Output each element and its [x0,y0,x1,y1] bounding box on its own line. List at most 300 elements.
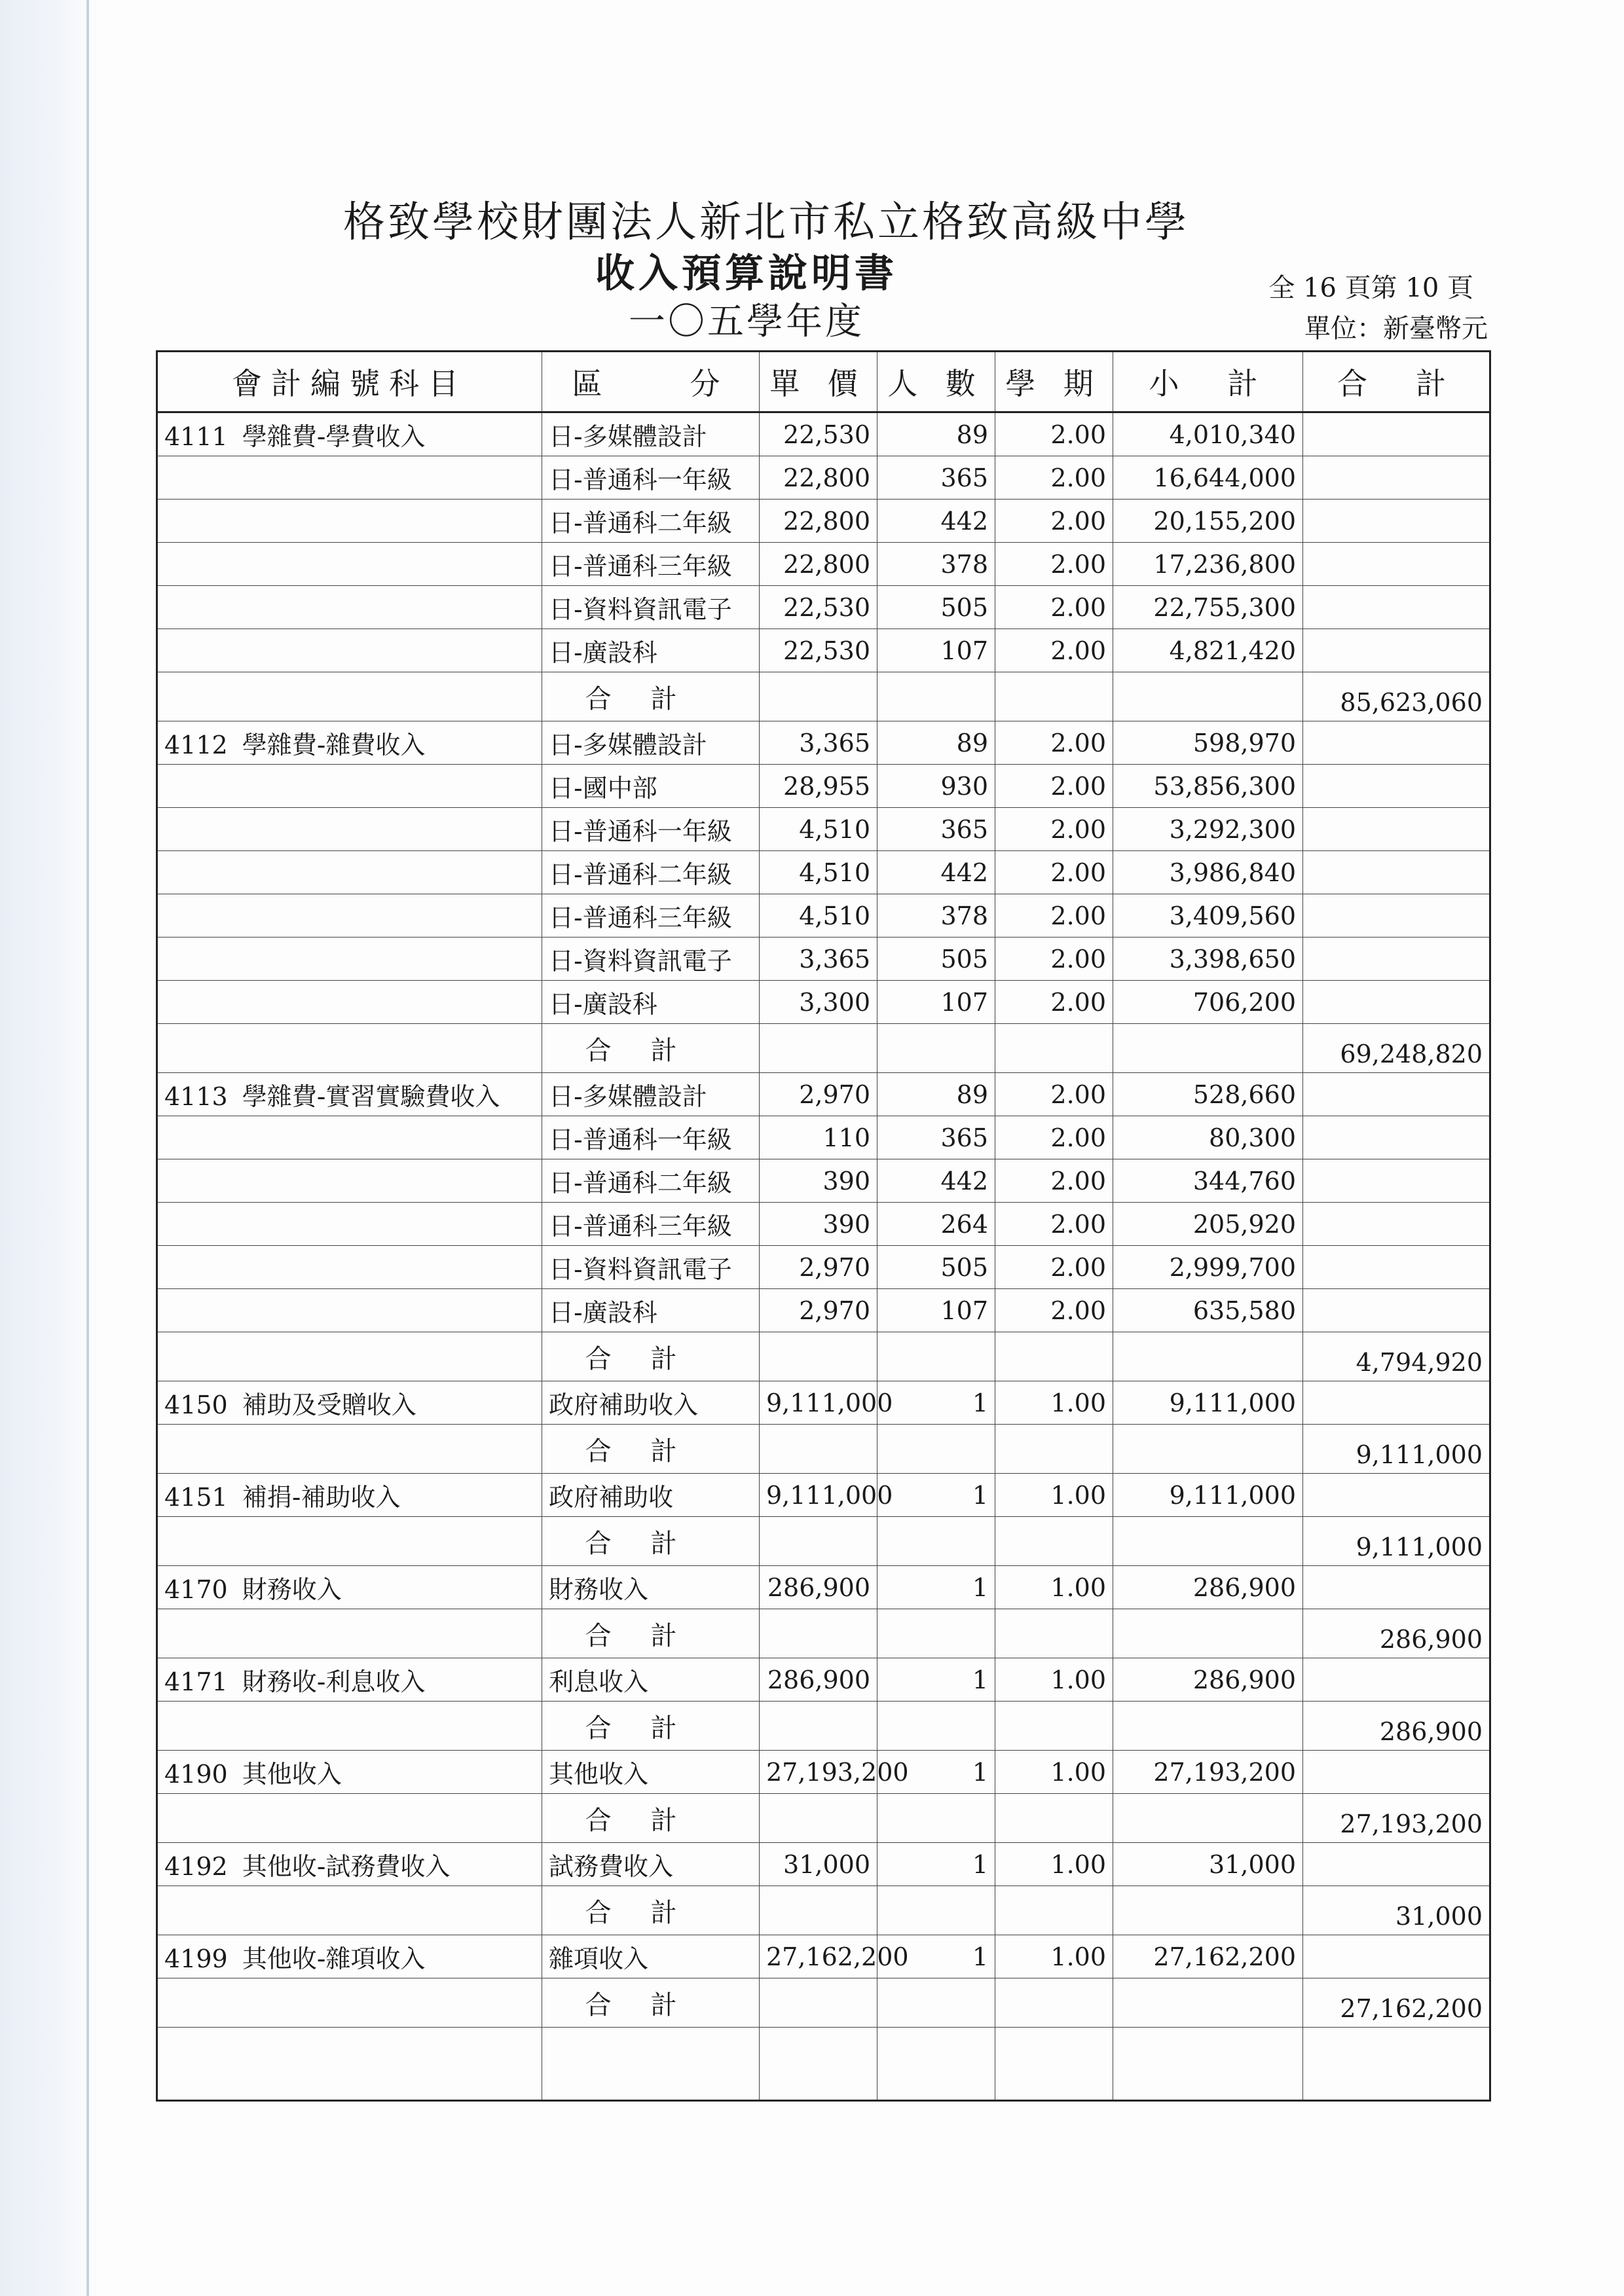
division-cell: 日-普通科一年級 [542,1116,760,1159]
total-value: 31,000 [1303,1886,1490,1935]
account-cell [157,1978,542,2028]
subtotal-cell: 3,292,300 [1113,808,1303,851]
total-label: 合計 [542,1609,760,1658]
total-cell [1303,629,1490,672]
subtotal-cell: 4,010,340 [1113,412,1303,456]
total-cell [1303,1289,1490,1332]
account-cell [157,629,542,672]
col-header-headcount: 人 數 [877,352,995,412]
table-row [157,1246,1490,1289]
total-value: 27,162,200 [1303,1978,1490,2028]
term-cell [995,1609,1113,1658]
division-cell: 日-廣設科 [542,981,760,1024]
total-cell [1303,894,1490,938]
subtotal-cell [1113,1517,1303,1566]
division-cell: 利息收入 [542,1658,760,1702]
division-cell: 雜項收入 [542,1935,760,1978]
subtotal-cell: 286,900 [1113,1566,1303,1609]
subtotal-cell: 16,644,000 [1113,456,1303,500]
headcount-cell: 89 [877,412,995,456]
headcount-cell [877,672,995,721]
account-cell [157,765,542,808]
headcount-cell [877,1702,995,1751]
account-cell [157,1425,542,1474]
unit-price-cell: 4,510 [760,851,877,894]
term-cell: 2.00 [995,543,1113,586]
headcount-cell: 378 [877,894,995,938]
term-cell: 2.00 [995,765,1113,808]
total-value: 286,900 [1303,1609,1490,1658]
account-cell [157,1794,542,1843]
subtotal-cell: 598,970 [1113,721,1303,765]
headcount-cell [877,1024,995,1073]
table-row [157,1751,1490,1794]
unit-price-cell: 27,162,200 [760,1935,877,1978]
table-row [157,629,1490,672]
total-value: 9,111,000 [1303,1517,1490,1566]
account-cell [157,1751,542,1794]
division-cell: 日-廣設科 [542,629,760,672]
headcount-cell [877,1332,995,1381]
total-row [157,1024,1490,1073]
total-label: 合計 [542,1517,760,1566]
total-row [157,1609,1490,1658]
table-row [157,456,1490,500]
subtotal-cell: 27,162,200 [1113,1935,1303,1978]
term-cell [995,1702,1113,1751]
term-cell: 2.00 [995,1073,1113,1116]
subtotal-cell: 4,821,420 [1113,629,1303,672]
total-value: 9,111,000 [1303,1425,1490,1474]
subtotal-cell: 9,111,000 [1113,1381,1303,1425]
term-cell [995,1332,1113,1381]
division-cell: 日-國中部 [542,765,760,808]
total-row [157,1517,1490,1566]
subtotal-cell: 3,986,840 [1113,851,1303,894]
subtotal-cell [1113,1609,1303,1658]
unit-price-cell: 31,000 [760,1843,877,1886]
term-cell: 2.00 [995,629,1113,672]
subtotal-cell: 2,999,700 [1113,1246,1303,1289]
headcount-cell [877,1794,995,1843]
term-cell [995,1517,1113,1566]
division-cell: 政府補助收 [542,1474,760,1517]
total-row [157,1886,1490,1935]
account-cell [157,500,542,543]
account-cell [157,672,542,721]
headcount-cell: 1 [877,1935,995,1978]
division-cell: 日-多媒體設計 [542,412,760,456]
subtotal-cell: 22,755,300 [1113,586,1303,629]
table-row [157,1159,1490,1203]
subtotal-cell [1113,672,1303,721]
total-row [157,1332,1490,1381]
total-value: 85,623,060 [1303,672,1490,721]
account-code: 4170 [164,1575,228,1604]
subtotal-cell: 706,200 [1113,981,1303,1024]
unit-price-cell [760,1794,877,1843]
subtotal-cell: 205,920 [1113,1203,1303,1246]
table-row [157,1935,1490,1978]
total-cell [1303,938,1490,981]
subtotal-cell: 53,856,300 [1113,765,1303,808]
total-cell [1303,500,1490,543]
subtotal-cell: 80,300 [1113,1116,1303,1159]
division-cell: 其他收入 [542,1751,760,1794]
table-row [157,543,1490,586]
subtotal-cell: 17,236,800 [1113,543,1303,586]
headcount-cell: 264 [877,1203,995,1246]
unit-price-cell: 28,955 [760,765,877,808]
total-cell [1303,586,1490,629]
division-cell: 日-普通科二年級 [542,500,760,543]
total-cell [1303,1203,1490,1246]
table-row [157,1116,1490,1159]
unit-price-cell: 3,365 [760,938,877,981]
subtotal-cell [1113,1332,1303,1381]
term-cell: 1.00 [995,1474,1113,1517]
term-cell: 2.00 [995,1246,1113,1289]
blank-cell [1303,2028,1490,2101]
blank-row [157,2028,1490,2101]
account-cell [157,894,542,938]
account-name: 補捐-補助收入 [242,1483,401,1512]
term-cell [995,672,1113,721]
term-cell: 2.00 [995,1116,1113,1159]
division-cell: 日-普通科二年級 [542,1159,760,1203]
total-label: 合計 [542,1024,760,1073]
unit-price-cell [760,1024,877,1073]
total-cell [1303,1116,1490,1159]
table-row [157,981,1490,1024]
unit-price-cell: 22,530 [760,412,877,456]
account-cell [157,938,542,981]
term-cell: 2.00 [995,456,1113,500]
total-value: 27,193,200 [1303,1794,1490,1843]
col-header-term: 學 期 [995,352,1113,412]
table-body [157,412,1490,2028]
division-cell: 日-普通科三年級 [542,1203,760,1246]
subtotal-cell: 344,760 [1113,1159,1303,1203]
table-row [157,1658,1490,1702]
account-name: 補助及受贈收入 [242,1391,416,1419]
account-cell [157,1935,542,1978]
account-cell [157,1658,542,1702]
blank-cell [995,2028,1113,2101]
division-cell: 日-資料資訊電子 [542,1246,760,1289]
table-row [157,412,1490,456]
account-cell [157,1474,542,1517]
unit-price-cell: 9,111,000 [760,1474,877,1517]
headcount-cell: 89 [877,1073,995,1116]
account-cell [157,1203,542,1246]
table-row [157,1566,1490,1609]
term-cell: 2.00 [995,1203,1113,1246]
term-cell: 1.00 [995,1935,1113,1978]
total-cell [1303,721,1490,765]
term-cell: 2.00 [995,851,1113,894]
term-cell: 2.00 [995,938,1113,981]
term-cell: 1.00 [995,1566,1113,1609]
blank-cell [877,2028,995,2101]
subtotal-cell: 635,580 [1113,1289,1303,1332]
division-cell: 日-資料資訊電子 [542,586,760,629]
unit-price-cell [760,1702,877,1751]
subtotal-cell [1113,1978,1303,2028]
total-cell [1303,1073,1490,1116]
total-cell [1303,543,1490,586]
unit-price-cell [760,1517,877,1566]
subtotal-cell [1113,1024,1303,1073]
subtotal-cell: 3,409,560 [1113,894,1303,938]
total-cell [1303,1381,1490,1425]
subtotal-cell: 9,111,000 [1113,1474,1303,1517]
account-cell [157,412,542,456]
subtotal-cell: 286,900 [1113,1658,1303,1702]
headcount-cell: 930 [877,765,995,808]
subtotal-cell [1113,1425,1303,1474]
term-cell: 1.00 [995,1843,1113,1886]
division-cell: 日-普通科三年級 [542,894,760,938]
total-cell [1303,412,1490,456]
headcount-cell: 1 [877,1658,995,1702]
account-cell [157,1566,542,1609]
total-row [157,1978,1490,2028]
table-row [157,1381,1490,1425]
account-name: 其他收-雜項收入 [242,1944,426,1973]
account-cell [157,1702,542,1751]
account-code: 4190 [164,1760,228,1789]
term-cell [995,1794,1113,1843]
division-cell: 日-多媒體設計 [542,1073,760,1116]
total-cell [1303,1566,1490,1609]
headcount-cell: 365 [877,456,995,500]
unit-price-cell [760,1609,877,1658]
subtotal-cell [1113,1702,1303,1751]
term-cell [995,1978,1113,2028]
account-code: 4150 [164,1391,228,1419]
account-cell [157,721,542,765]
account-cell [157,981,542,1024]
account-cell [157,586,542,629]
term-cell: 2.00 [995,586,1113,629]
account-cell [157,851,542,894]
account-cell [157,1073,542,1116]
headcount-cell: 1 [877,1843,995,1886]
col-header-total: 合 計 [1303,352,1490,412]
unit-price-cell: 390 [760,1203,877,1246]
account-cell [157,456,542,500]
headcount-cell [877,1609,995,1658]
total-row [157,1425,1490,1474]
unit-price-cell: 22,800 [760,500,877,543]
total-cell [1303,1751,1490,1794]
unit-price-cell: 2,970 [760,1289,877,1332]
table-row [157,765,1490,808]
total-value: 4,794,920 [1303,1332,1490,1381]
unit-price-cell: 286,900 [760,1658,877,1702]
headcount-cell: 1 [877,1751,995,1794]
unit-price-cell: 27,193,200 [760,1751,877,1794]
unit-price-cell: 3,300 [760,981,877,1024]
col-header-unit-price: 單 價 [760,352,877,412]
subtotal-cell: 3,398,650 [1113,938,1303,981]
headcount-cell: 365 [877,808,995,851]
blank-cell [1113,2028,1303,2101]
blank-cell [157,2028,542,2101]
headcount-cell: 1 [877,1566,995,1609]
term-cell: 1.00 [995,1751,1113,1794]
term-cell: 2.00 [995,1159,1113,1203]
table-header-row [157,352,1490,412]
table-row [157,1289,1490,1332]
unit-price-cell: 286,900 [760,1566,877,1609]
account-cell [157,1843,542,1886]
account-cell [157,1332,542,1381]
term-cell: 2.00 [995,500,1113,543]
total-cell [1303,851,1490,894]
unit-price-cell [760,1978,877,2028]
total-cell [1303,1843,1490,1886]
division-cell: 日-廣設科 [542,1289,760,1332]
account-cell [157,1609,542,1658]
table-row [157,1843,1490,1886]
unit-price-cell: 4,510 [760,808,877,851]
term-cell: 1.00 [995,1658,1113,1702]
term-cell [995,1886,1113,1935]
page-info: 全 16 頁第 10 頁 [1268,273,1473,303]
total-cell [1303,1658,1490,1702]
term-cell: 1.00 [995,1381,1113,1425]
account-code: 4113 [164,1082,228,1111]
total-label: 合計 [542,1886,760,1935]
headcount-cell: 365 [877,1116,995,1159]
col-header-subtotal: 小 計 [1113,352,1303,412]
subtotal-cell [1113,1794,1303,1843]
account-cell [157,1116,542,1159]
table-row [157,1073,1490,1116]
unit-price-cell: 22,530 [760,586,877,629]
headcount-cell: 378 [877,543,995,586]
blank-cell [542,2028,760,2101]
account-name: 其他收-試務費收入 [242,1852,451,1881]
division-cell: 財務收入 [542,1566,760,1609]
account-name: 學雜費-學費收入 [242,422,426,451]
account-cell [157,1381,542,1425]
col-header-division: 區 分 [542,352,760,412]
account-cell [157,808,542,851]
document-title: 收入預算說明書 [595,251,898,297]
unit-price-cell: 22,800 [760,543,877,586]
total-value: 69,248,820 [1303,1024,1490,1073]
term-cell: 2.00 [995,721,1113,765]
division-cell: 政府補助收入 [542,1381,760,1425]
total-row [157,672,1490,721]
account-name: 學雜費-雜費收入 [242,731,426,759]
total-cell [1303,981,1490,1024]
term-cell [995,1024,1113,1073]
total-value: 286,900 [1303,1702,1490,1751]
division-cell: 試務費收入 [542,1843,760,1886]
headcount-cell [877,1517,995,1566]
headcount-cell [877,1425,995,1474]
total-label: 合計 [542,1702,760,1751]
division-cell: 日-普通科二年級 [542,851,760,894]
division-cell: 日-普通科三年級 [542,543,760,586]
total-row [157,1794,1490,1843]
unit-price-cell: 4,510 [760,894,877,938]
unit-price-cell: 2,970 [760,1073,877,1116]
table-row [157,500,1490,543]
headcount-cell: 505 [877,1246,995,1289]
term-cell: 2.00 [995,808,1113,851]
headcount-cell [877,1886,995,1935]
division-cell: 日-多媒體設計 [542,721,760,765]
account-code: 4171 [164,1667,228,1696]
subtotal-cell: 20,155,200 [1113,500,1303,543]
account-name: 財務收入 [242,1575,342,1604]
table-row [157,1203,1490,1246]
total-row [157,1702,1490,1751]
total-cell [1303,765,1490,808]
account-cell [157,1246,542,1289]
currency-unit: 單位：新臺幣元 [1304,314,1488,344]
total-label: 合計 [542,1978,760,2028]
total-cell [1303,1246,1490,1289]
table-row [157,938,1490,981]
account-code: 4111 [164,422,228,451]
subtotal-cell: 528,660 [1113,1073,1303,1116]
total-label: 合計 [542,1332,760,1381]
headcount-cell: 442 [877,1159,995,1203]
total-cell [1303,808,1490,851]
account-cell [157,1289,542,1332]
unit-price-cell: 110 [760,1116,877,1159]
unit-price-cell: 22,800 [760,456,877,500]
table-row [157,586,1490,629]
account-code: 4192 [164,1852,228,1881]
headcount-cell: 89 [877,721,995,765]
headcount-cell: 505 [877,586,995,629]
unit-price-cell: 390 [760,1159,877,1203]
account-code: 4199 [164,1944,228,1973]
table-row [157,808,1490,851]
table-row [157,894,1490,938]
term-cell: 2.00 [995,1289,1113,1332]
unit-price-cell: 9,111,000 [760,1381,877,1425]
table-row [157,721,1490,765]
headcount-cell: 107 [877,981,995,1024]
account-code: 4151 [164,1483,228,1512]
division-cell: 日-普通科一年級 [542,456,760,500]
headcount-cell: 107 [877,1289,995,1332]
term-cell: 2.00 [995,894,1113,938]
blank-cell [760,2028,877,2101]
account-code: 4112 [164,731,228,759]
academic-year: 一〇五學年度 [629,301,864,343]
headcount-cell: 442 [877,500,995,543]
headcount-cell: 1 [877,1474,995,1517]
unit-price-cell: 2,970 [760,1246,877,1289]
revenue-budget-table [156,350,1491,2102]
headcount-cell: 107 [877,629,995,672]
unit-price-cell [760,1425,877,1474]
account-cell [157,1024,542,1073]
term-cell [995,1425,1113,1474]
unit-price-cell: 22,530 [760,629,877,672]
total-cell [1303,1159,1490,1203]
division-cell: 日-普通科一年級 [542,808,760,851]
